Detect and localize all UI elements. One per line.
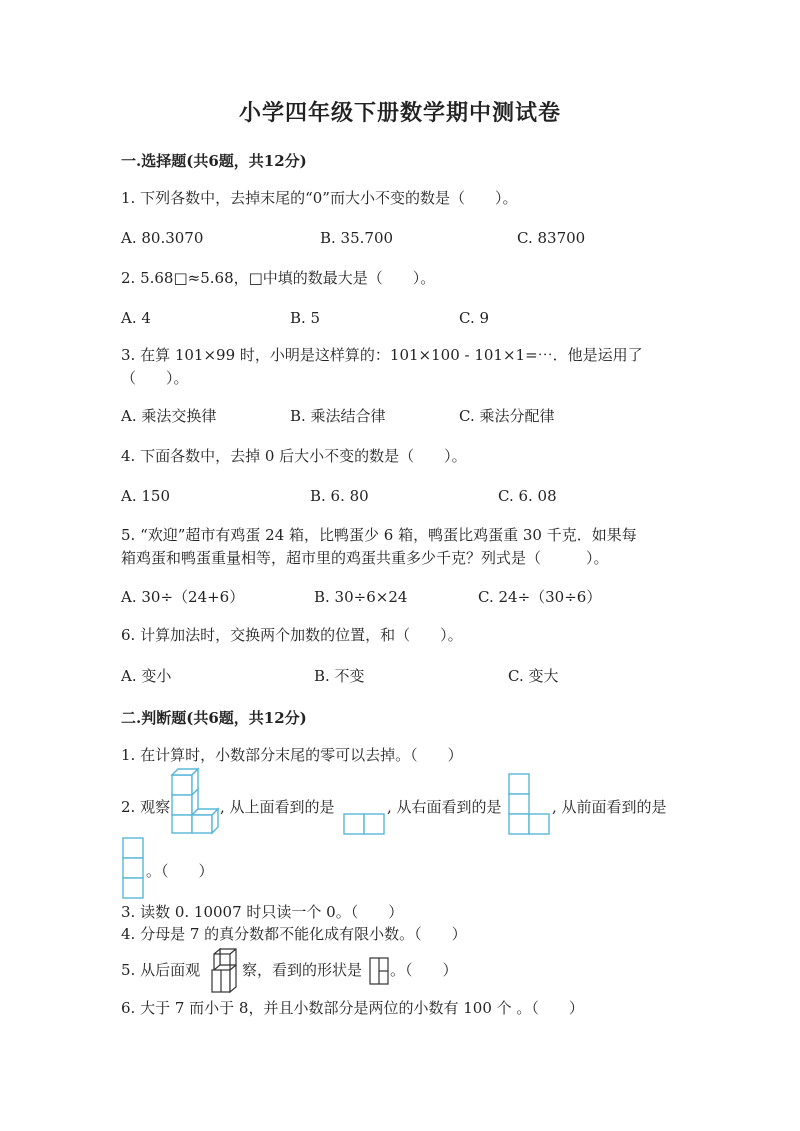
judge-5-text-part1: 5. 从后面观 — [121, 961, 201, 979]
question-2-option-c: C. 9 — [459, 309, 490, 327]
top-view-figure — [343, 813, 385, 835]
question-3-stem-cont: （ ）。 — [121, 369, 189, 387]
judge-2-text-part2: , 从上面看到的是 — [220, 798, 335, 816]
front-view-figure — [122, 837, 144, 899]
judge-2-text-part3: , 从右面看到的是 — [387, 798, 502, 816]
question-2-option-a: A. 4 — [121, 309, 151, 327]
question-4-option-a: A. 150 — [121, 487, 170, 505]
judge-2-text-part1: 2. 观察 — [121, 798, 171, 816]
question-5-stem: 5. “欢迎”超市有鸡蛋 24 箱，比鸭蛋少 6 箱，鸭蛋比鸡蛋重 30 千克．如果每 — [121, 526, 637, 544]
question-6-stem: 6. 计算加法时，交换两个加数的位置，和（ ）。 — [121, 626, 463, 644]
judge-5-text-part2: 察，看到的形状是 — [242, 961, 363, 979]
question-6-option-a: A. 变小 — [121, 667, 172, 685]
question-3-stem: 3. 在算 101×99 时，小明是这样算的：101×100 - 101×1=⋯．他是运用了 — [121, 346, 643, 364]
judge-2-text-part5: 。（ ） — [146, 862, 214, 880]
back-view-shape-figure — [369, 957, 389, 985]
question-1-stem: 1. 下列各数中，去掉末尾的“0”而大小不变的数是（ ）。 — [121, 189, 518, 207]
question-3-option-a: A. 乘法交换律 — [121, 407, 217, 425]
question-5-option-c: C. 24÷（30÷6） — [478, 588, 602, 606]
question-3-option-b: B. 乘法结合律 — [290, 407, 386, 425]
judge-1-text: 1. 在计算时，小数部分末尾的零可以去掉。（ ） — [121, 746, 463, 764]
block-sketch-figure — [208, 947, 240, 995]
question-4-stem: 4. 下面各数中，去掉 0 后大小不变的数是（ ）。 — [121, 447, 467, 465]
question-5-option-a: A. 30÷（24+6） — [121, 588, 245, 606]
question-5-option-b: B. 30÷6×24 — [314, 588, 408, 606]
page-title: 小学四年级下册数学期中测试卷 — [238, 100, 561, 126]
question-1-option-a: A. 80.3070 — [121, 229, 204, 247]
right-view-figure — [508, 773, 550, 835]
section-heading-choice: 一.选择题(共6题，共12分) — [121, 152, 307, 170]
judge-6-text: 6. 大于 7 而小于 8，并且小数部分是两位的小数有 100 个 。（ ） — [121, 999, 584, 1017]
question-6-option-b: B. 不变 — [314, 667, 365, 685]
judge-4-text: 4. 分母是 7 的真分数都不能化成有限小数。（ ） — [121, 925, 467, 943]
judge-2-text-part4: , 从前面看到的是 — [552, 798, 667, 816]
judge-5-text-part3: 。（ ） — [390, 961, 458, 979]
question-4-option-b: B. 6. 80 — [310, 487, 369, 505]
question-2-stem: 2. 5.68□≈5.68，□中填的数最大是（ ）。 — [121, 269, 436, 287]
section-heading-judgment: 二.判断题(共6题，共12分) — [121, 709, 307, 727]
judge-3-text: 3. 读数 0. 10007 时只读一个 0。（ ） — [121, 903, 404, 921]
question-4-option-c: C. 6. 08 — [498, 487, 557, 505]
question-1-option-b: B. 35.700 — [320, 229, 394, 247]
question-1-option-c: C. 83700 — [517, 229, 586, 247]
question-6-option-c: C. 变大 — [508, 667, 559, 685]
cube-stack-figure — [170, 767, 220, 835]
question-5-stem-cont: 箱鸡蛋和鸭蛋重量相等，超市里的鸡蛋共重多少千克？列式是（ ）。 — [121, 549, 609, 567]
question-2-option-b: B. 5 — [290, 309, 321, 327]
question-3-option-c: C. 乘法分配律 — [459, 407, 555, 425]
